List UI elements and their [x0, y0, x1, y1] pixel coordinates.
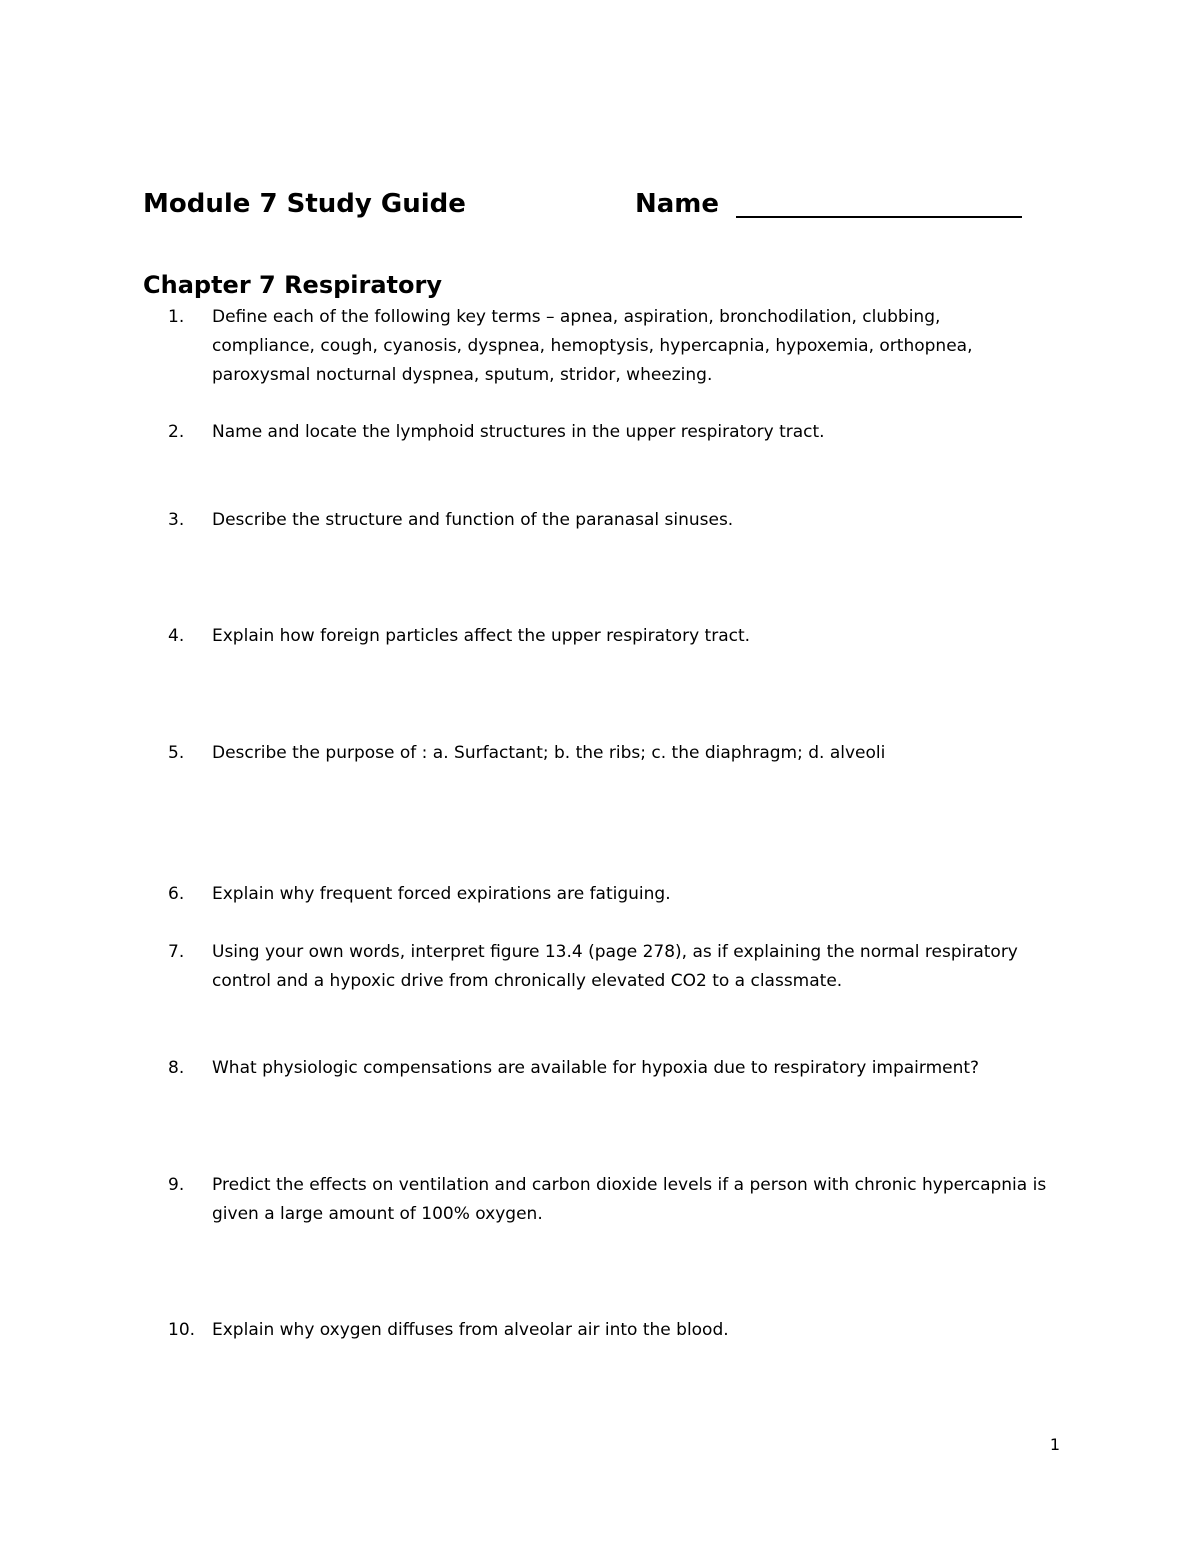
question-9 — [168, 1171, 1048, 1229]
question-3 — [168, 506, 1048, 535]
question-text: Using your own words, interpret figure 13.4 (page 278), as if explaining the normal respiratory control and a hypoxic drive from chronically elevated CO2 to a classmate. — [212, 942, 1018, 991]
chapter-heading: Chapter 7 Respiratory — [143, 271, 442, 299]
document-title: Module 7 Study Guide — [143, 189, 466, 219]
name-label: Name — [635, 189, 720, 219]
question-text: What physiologic compensations are available for hypoxia due to respiratory impairment? — [212, 1058, 980, 1078]
question-10 — [168, 1316, 1048, 1345]
question-text: Describe the structure and function of the paranasal sinuses. — [212, 510, 734, 530]
question-text: Explain how foreign particles affect the upper respiratory tract. — [212, 626, 751, 646]
question-number: 4. — [168, 626, 185, 646]
question-number: 1. — [168, 307, 185, 327]
question-number: 3. — [168, 510, 185, 530]
question-text: Explain why frequent forced expirations are fatiguing. — [212, 884, 671, 904]
question-7 — [168, 938, 1048, 996]
question-4 — [168, 622, 1048, 651]
title-row — [143, 186, 1043, 222]
question-text: Describe the purpose of : a. Surfactant; b. the ribs; c. the diaphragm; d. alveoli — [212, 743, 886, 763]
question-5 — [168, 739, 1048, 768]
question-number: 6. — [168, 884, 185, 904]
name-blank-line — [736, 216, 1022, 218]
question-number: 7. — [168, 942, 185, 962]
question-8 — [168, 1054, 1048, 1083]
page-number: 1 — [1049, 1435, 1060, 1454]
question-6 — [168, 880, 1048, 909]
question-number: 10. — [168, 1320, 196, 1340]
question-text: Define each of the following key terms – apnea, aspiration, bronchodilation, clubbing, compliance, cough, cyanosis, dyspnea, hemoptysis, hypercapnia, hypoxemia, orthopnea, paroxysmal nocturnal dyspnea, sputum, stridor, wheezing. — [212, 307, 973, 385]
question-2 — [168, 418, 1048, 447]
question-text: Explain why oxygen diffuses from alveolar air into the blood. — [212, 1320, 729, 1340]
question-number: 5. — [168, 743, 185, 763]
question-number: 8. — [168, 1058, 185, 1078]
question-1 — [168, 303, 1048, 390]
question-text: Predict the effects on ventilation and carbon dioxide levels if a person with chronic hypercapnia is given a large amount of 100% oxygen. — [212, 1175, 1047, 1224]
question-number: 9. — [168, 1175, 185, 1195]
question-text: Name and locate the lymphoid structures in the upper respiratory tract. — [212, 422, 825, 442]
question-number: 2. — [168, 422, 185, 442]
